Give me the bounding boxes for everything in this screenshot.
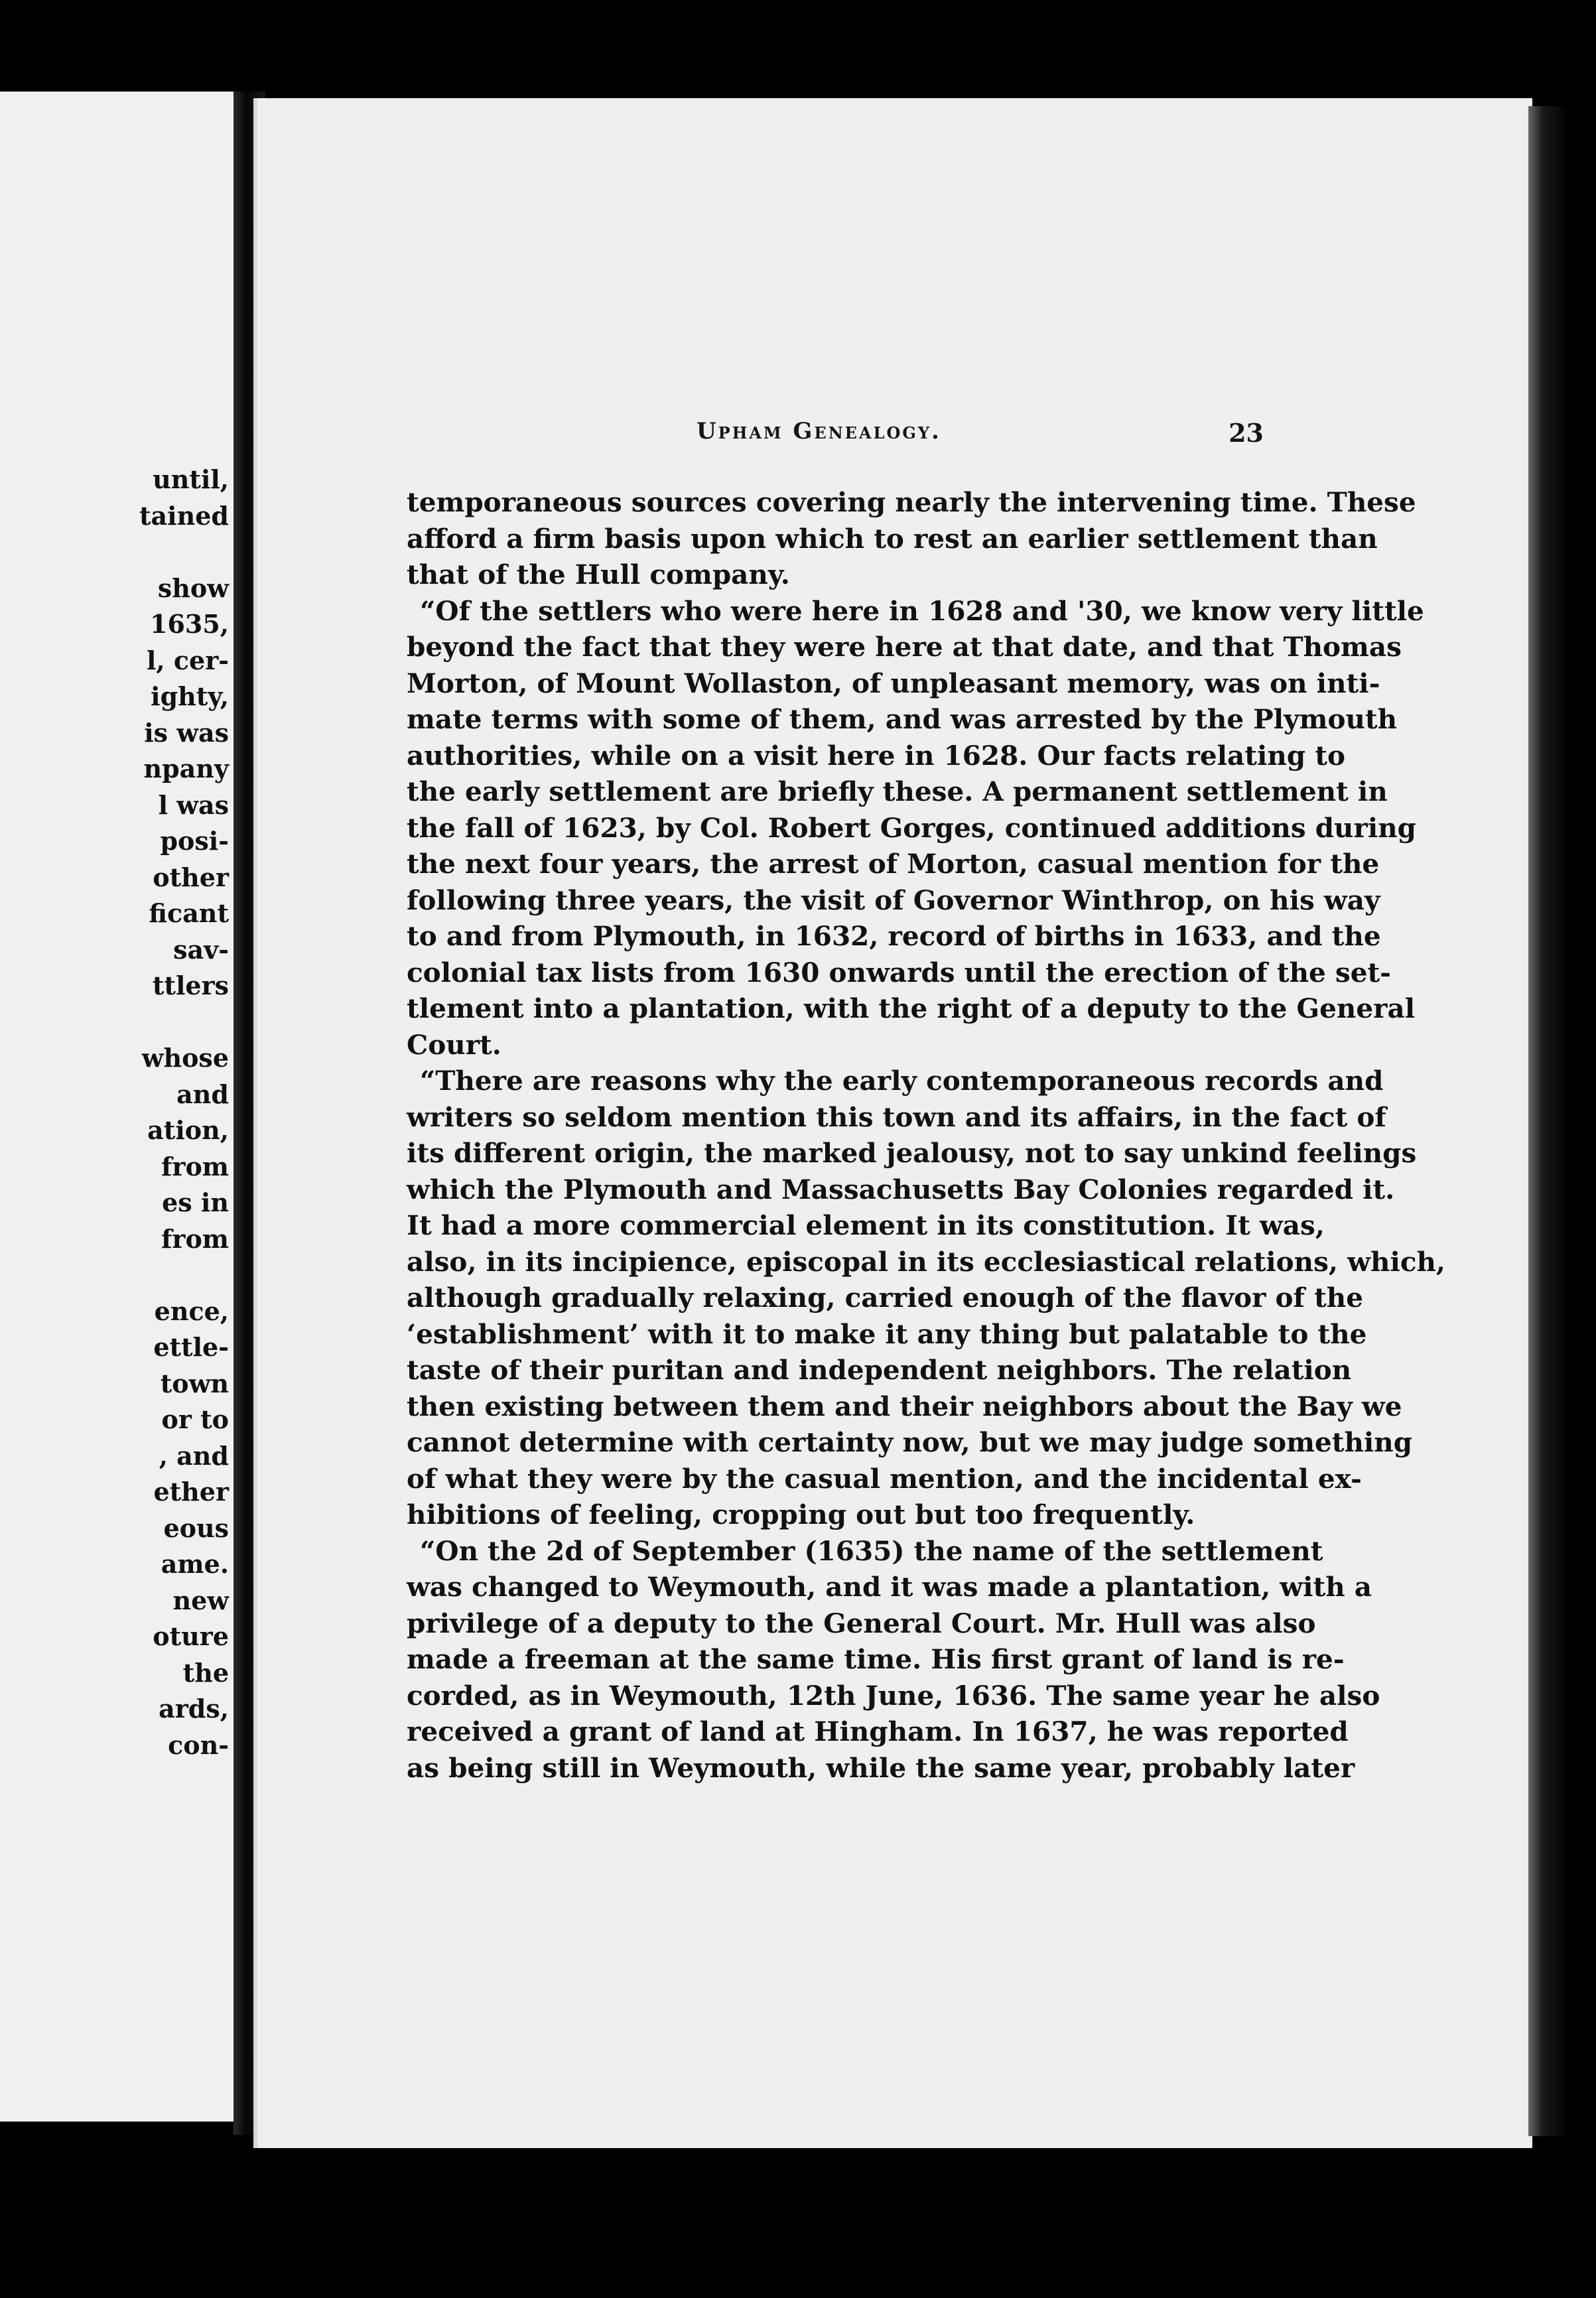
left-page-line: ficant (149, 898, 229, 928)
text-line: made a freeman at the same time. His first grant of land is re- (407, 1643, 1345, 1675)
page-header (697, 418, 1264, 458)
left-page-line: ame. (161, 1549, 229, 1579)
text-line: tlement into a plantation, with the right of a deputy to the General (407, 992, 1416, 1024)
left-page-line: posi- (160, 826, 229, 856)
left-page-line: oture (153, 1621, 229, 1651)
text-line: although gradually relaxing, carried enough of the flavor of the (407, 1282, 1364, 1314)
running-title: Upham Genealogy. (697, 418, 941, 444)
text-line: of what they were by the casual mention, and the incidental ex- (407, 1462, 1362, 1495)
left-page-line: l, cer- (146, 645, 229, 675)
text-line: “Of the settlers who were here in 1628 and '30, we know very little (420, 594, 1424, 627)
text-line: its different origin, the marked jealousy, not to say unkind feelings (407, 1137, 1417, 1169)
text-line: It had a more commercial element in its constitution. It was, (407, 1209, 1325, 1241)
left-page-line: from (161, 1223, 229, 1254)
text-line: as being still in Weymouth, while the same year, probably later (407, 1751, 1355, 1784)
text-line: “There are reasons why the early contemporaneous records and (420, 1065, 1384, 1097)
text-line: then existing between them and their neighbors about the Bay we (407, 1390, 1402, 1422)
left-page-line: tained (139, 500, 229, 531)
scan-speck (467, 34, 474, 42)
text-line: mate terms with some of them, and was arrested by the Plymouth (407, 703, 1398, 735)
left-page-line: ence, (154, 1296, 229, 1326)
left-page-line: or to (161, 1404, 229, 1434)
left-page-line: , and (159, 1440, 229, 1471)
text-line: Morton, of Mount Wollaston, of unpleasant memory, was on inti- (407, 667, 1380, 699)
text-line: following three years, the visit of Governor Winthrop, on his way (407, 884, 1380, 916)
text-line: beyond the fact that they were here at that date, and that Thomas (407, 631, 1402, 663)
left-page-line: con- (168, 1729, 229, 1760)
page-edge (1528, 106, 1568, 2136)
left-page-line: npany (143, 754, 229, 783)
left-page-line: es in (162, 1187, 229, 1217)
text-line: taste of their puritan and independent neighbors. The relation (407, 1354, 1352, 1386)
left-page-line: ettle- (153, 1332, 229, 1362)
text-line: the next four years, the arrest of Morton, casual mention for the (407, 848, 1380, 880)
text-line: “On the 2d of September (1635) the name of the settlement (420, 1534, 1323, 1567)
text-line: writers so seldom mention this town and its affairs, in the fact of (407, 1101, 1386, 1133)
text-line: ‘establishment’ with it to make it any thing but palatable to the (407, 1318, 1367, 1350)
text-line: also, in its incipience, episcopal in its ecclesiastical relations, which, (407, 1245, 1446, 1278)
left-page-line (0, 1004, 229, 1041)
text-line: colonial tax lists from 1630 onwards until the erection of the set- (407, 956, 1391, 988)
left-page-line: ighty, (151, 681, 229, 711)
left-page-line: eous (163, 1513, 229, 1543)
text-line: corded, as in Weymouth, 12th June, 1636. The same year he also (407, 1679, 1380, 1712)
left-page (0, 92, 233, 2122)
left-page-line: until, (153, 464, 229, 494)
left-page-line: and (176, 1079, 229, 1109)
text-line: cannot determine with certainty now, but we may judge something (407, 1426, 1413, 1458)
body-text (407, 484, 1446, 1786)
text-line: that of the Hull company. (407, 559, 790, 590)
text-line: was changed to Weymouth, and it was made a plantation, with a (407, 1571, 1372, 1603)
text-line: hibitions of feeling, cropping out but too frequently. (407, 1499, 1195, 1530)
left-page-line: whose (141, 1043, 229, 1073)
left-page-line: ards, (159, 1694, 229, 1724)
text-line: received a grant of land at Hingham. In 1637, he was reported (407, 1716, 1349, 1747)
left-page-line: the (182, 1657, 229, 1688)
text-line: to and from Plymouth, in 1632, record of births in 1633, and the (407, 920, 1381, 952)
text-line: privilege of a deputy to the General Court. Mr. Hull was also (407, 1607, 1316, 1639)
page-number: 23 (1229, 418, 1264, 448)
text-line: Court. (407, 1028, 501, 1061)
text-line: afford a firm basis upon which to rest an earlier settlement than (407, 522, 1378, 555)
text-line: the early settlement are briefly these. A permanent settlement in (407, 776, 1388, 807)
left-page-text (0, 462, 229, 1763)
left-page-line: is was (144, 717, 229, 748)
left-page-line: town (160, 1368, 229, 1398)
left-page-line: 1635, (150, 609, 229, 639)
left-page-line: show (157, 573, 229, 603)
left-page-line: ation, (147, 1115, 229, 1145)
left-page-line (0, 534, 229, 571)
left-page-line: new (172, 1585, 229, 1615)
text-line: temporaneous sources covering nearly the intervening time. These (407, 486, 1416, 518)
left-page-line: ttlers (152, 971, 229, 1000)
left-page-line: ether (153, 1477, 229, 1507)
left-page-line: sav- (173, 934, 229, 965)
left-page-line: other (153, 862, 229, 892)
text-line: which the Plymouth and Massachusetts Bay Colonies regarded it. (407, 1173, 1395, 1205)
text-line: authorities, while on a visit here in 1628. Our facts relating to (407, 739, 1345, 772)
left-page-line (0, 1257, 229, 1294)
left-page-line: from (161, 1151, 229, 1182)
text-line: the fall of 1623, by Col. Robert Gorges, continued additions during (407, 811, 1416, 844)
left-page-line: l was (158, 789, 229, 820)
